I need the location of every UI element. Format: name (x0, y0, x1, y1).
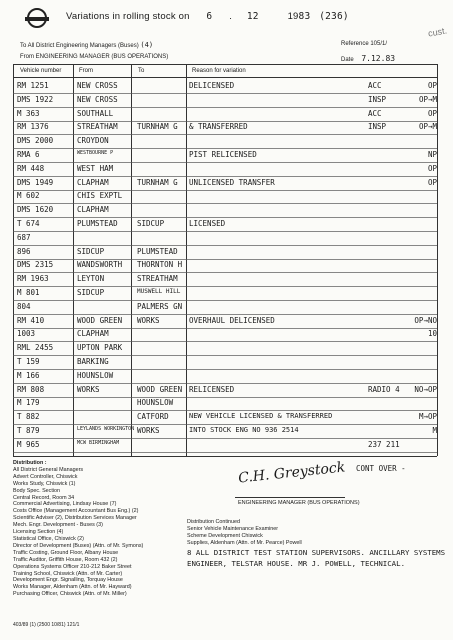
vehicle-number: RM 1251 (17, 81, 49, 90)
distribution-line: Central Record, Room 34 (13, 494, 75, 501)
distribution-list (13, 460, 183, 598)
form-title: Variations in rolling stock on 6 . 12 1983 (236) (66, 11, 349, 22)
from-garage: LEYLANDS WORKINGTON (77, 426, 135, 432)
row-rule (13, 452, 437, 453)
distribution-line: Costs Office (Management Accountant Bus Eng.) (2) (13, 508, 139, 515)
table-row (13, 232, 437, 246)
distribution-title: Distribution : (13, 460, 47, 466)
reason: LICENSED (189, 219, 226, 228)
table-row (13, 149, 437, 163)
vehicle-number: DMS 1949 (17, 177, 54, 187)
vehicle-number: DMS 1922 (17, 94, 54, 104)
table-row (13, 80, 437, 94)
table-row (13, 356, 437, 370)
vehicle-number: 896 (17, 246, 31, 256)
from-garage: MCW BIRMINGHAM (77, 439, 120, 446)
extra-note: INSP (368, 94, 387, 104)
reason: NEW VEHICLE LICENSED & TRANSFERRED (189, 412, 333, 421)
status-code: M (432, 426, 437, 435)
distribution-line: Licensing Section (4) (13, 529, 64, 536)
status-code: OP (427, 163, 437, 173)
vehicle-number: 687 (17, 232, 31, 242)
from-line: From ENGINEERING MANAGER (BUS OPERATIONS) (20, 54, 169, 60)
col-to: To (138, 68, 145, 74)
issue-date: 7.12.83 (361, 54, 396, 63)
vehicle-number: RMA 6 (17, 150, 40, 159)
from-garage: NEW CROSS (77, 94, 118, 104)
vehicle-number: T 879 (17, 426, 40, 435)
table-row (13, 163, 437, 177)
table-row (13, 259, 437, 273)
from-garage: SIDCUP (77, 246, 105, 256)
extra-note: RADIO 4 (368, 384, 400, 394)
serial-number: (236) (319, 11, 349, 22)
from-garage: WOOD GREEN (77, 315, 123, 325)
table-row (13, 384, 437, 398)
form-footer: 403/89 (1) (2500 10/81) 121/1 (13, 622, 80, 628)
vehicle-number: M 166 (17, 370, 40, 380)
col-from: From (79, 68, 93, 74)
distribution-continued-line: Senior Vehicle Maintenance Examiner (187, 525, 279, 532)
vehicle-number: M 965 (17, 439, 40, 449)
reference-label: Reference 105/1/ (341, 41, 388, 47)
reason: DELICENSED (189, 81, 235, 90)
vehicle-number: DMS 1620 (17, 205, 54, 215)
to-line: To All District Engineering Managers (Buses) (4) (20, 41, 154, 49)
table-row (13, 411, 437, 425)
reason: INTO STOCK ENG NO 936 2514 (189, 426, 299, 434)
table-row (13, 204, 437, 218)
distribution-line: Traffic Auditor, Griffith House, Room 432 (2) (13, 556, 118, 563)
to-garage: WOOD GREEN (137, 384, 183, 394)
from-garage: WESTBOURNE P (77, 150, 114, 156)
to-garage: STREATHAM (137, 274, 178, 284)
vehicle-number: RM 410 (17, 315, 45, 325)
distribution-line: Statistical Office, Chiswick (2) (13, 535, 84, 542)
vehicle-number: 804 (17, 301, 31, 311)
header-rule (13, 77, 437, 78)
from-garage: CLAPHAM (77, 205, 109, 215)
signature: C.H. Greystock (237, 459, 346, 487)
distribution-line: Works Study, Chiswick (1) (13, 480, 76, 487)
to-garage: MUSWELL HILL (137, 288, 181, 295)
status-code: OP→M (418, 122, 437, 132)
table-row (13, 287, 437, 301)
table-row (13, 397, 437, 411)
distribution-line: Director of Development (Buses) (Attn. of Mr. Symons) (13, 542, 144, 549)
date-year: 83 (298, 11, 311, 22)
from-garage: UPTON PARK (77, 343, 123, 353)
status-code: OP→NO (414, 315, 437, 325)
handwritten-note: 8 ALL DISTRICT TEST STATION SUPERVISORS. ANCILLARY SYSTEMS ENGINEER, TELSTAR HOUSE. MR J. POWELL, TECHNICAL. (187, 548, 446, 568)
distribution-line: Purchasing Officer, Chiswick (Attn. of Mr. Miller) (13, 591, 127, 598)
extra-note: ACC (368, 81, 382, 90)
from-garage: CLAPHAM (77, 329, 109, 339)
distribution-line: Works Manager, Aldenham (Attn. of Mr. Hayward) (13, 584, 132, 591)
roundel-logo-icon (27, 8, 47, 28)
vehicle-number: T 674 (17, 219, 40, 228)
table-row (13, 370, 437, 384)
table-row (13, 315, 437, 329)
vehicle-number: T 882 (17, 412, 40, 422)
date-month: 12 (246, 11, 259, 22)
distribution-line: Operations Systems Officer 210-212 Baker Street (13, 563, 132, 570)
distribution-line: Scientific Adviser (2), Distribution Services Manager (13, 515, 137, 522)
table-row (13, 342, 437, 356)
extra-note: ACC (368, 108, 382, 118)
to-garage: WORKS (137, 315, 160, 325)
vehicle-number: RM 448 (17, 163, 45, 173)
to-garage: WORKS (137, 426, 160, 435)
table-bottom-rule (13, 456, 437, 457)
right-border (437, 64, 438, 456)
distribution-line: Body Spec. Section (13, 487, 61, 494)
extra-note: 237 211 (368, 439, 400, 449)
from-garage: LEYTON (77, 274, 105, 284)
vehicle-number: M 602 (17, 191, 40, 201)
vehicle-number: RM 1963 (17, 274, 49, 284)
distribution-line: Development Engr. Signalling, Torquay House (13, 577, 123, 584)
distribution-continued-line: Supplies, Aldenham (Attn. of Mr. Pearce) Powell (187, 539, 302, 546)
table-row (13, 108, 437, 122)
top-right-note: cust. (427, 25, 448, 39)
distribution-line: All District General Managers (13, 466, 84, 473)
from-garage: CHIS EXPTL (77, 191, 123, 201)
distribution-continued: Distribution Continued Senior Vehicle Maintenance Examiner Scheme Development Chiswick Supplies, Aldenham (Attn. of Mr. Pearce) Powell (187, 519, 437, 547)
from-garage: HOUNSLOW (77, 370, 114, 380)
to-garage: TURNHAM G (137, 177, 178, 187)
vehicle-number: RM 808 (17, 384, 45, 394)
table-row (13, 273, 437, 287)
from-garage: STREATHAM (77, 122, 118, 132)
status-code: OP (427, 177, 437, 187)
from-garage: SIDCUP (77, 288, 105, 297)
table-row (13, 190, 437, 204)
vehicle-number: M 179 (17, 398, 40, 408)
col-vehicle: Vehicle number (20, 68, 62, 74)
col-reason: Reason for variation (192, 68, 246, 74)
cont-over: CONT OVER - (356, 464, 406, 473)
reason: OVERHAUL DELICENSED (189, 315, 275, 325)
table-row (13, 246, 437, 260)
from-garage: SOUTHALL (77, 108, 114, 118)
from-garage: CROYDON (77, 136, 109, 146)
vehicle-number: M 363 (17, 108, 40, 118)
vehicle-number: M 801 (17, 288, 40, 297)
to-garage: PLUMSTEAD (137, 246, 178, 256)
signature-rule (235, 497, 345, 498)
status-code: OP→M (418, 94, 437, 104)
table-row (13, 301, 437, 315)
from-garage: CLAPHAM (77, 177, 109, 187)
table-row (13, 177, 437, 191)
from-garage: BARKING (77, 357, 109, 366)
table-top-rule (13, 64, 437, 65)
distribution-line: Training School, Chiswick (Attn. of Mr. Carter) (13, 570, 123, 577)
vehicle-number: DMS 2000 (17, 136, 54, 146)
vehicle-number: T 159 (17, 357, 40, 366)
vehicle-number: RML 2455 (17, 343, 54, 353)
table-row (13, 439, 437, 453)
signature-caption: ENGINEERING MANAGER (BUS OPERATIONS) (238, 500, 360, 506)
to-garage: TURNHAM G (137, 122, 178, 132)
to-garage: PALMERS GN (137, 301, 183, 311)
table-row (13, 328, 437, 342)
from-garage: WEST HAM (77, 163, 114, 173)
distribution-continued-line: Scheme Development Chiswick (187, 532, 263, 539)
extra-note: INSP (368, 122, 387, 132)
date-day: 6 (206, 11, 213, 22)
reason: & TRANSFERRED (189, 122, 248, 132)
from-garage: WORKS (77, 384, 100, 394)
from-garage: NEW CROSS (77, 81, 118, 90)
vehicle-number: 1003 (17, 329, 36, 339)
reason: RELICENSED (189, 384, 235, 394)
vehicle-number: DMS 2315 (17, 260, 54, 270)
vehicle-number: RM 1376 (17, 122, 49, 132)
status-code: M→OP (418, 412, 437, 422)
reason: UNLICENSED TRANSFER (189, 177, 275, 187)
distribution-line: Commercial Advertising, Lindsay House (7) (13, 501, 117, 508)
to-garage: THORNTON H (137, 260, 183, 270)
distribution-line: Advert Controller, Chiswick (13, 473, 78, 480)
distribution-line: Mech. Engr. Development - Buses (3) (13, 522, 103, 529)
date-label: Date 7.12.83 (341, 54, 396, 63)
status-code: 10 (427, 329, 437, 339)
to-garage: CATFORD (137, 412, 169, 422)
table-row (13, 94, 437, 108)
from-garage: PLUMSTEAD (77, 219, 118, 228)
reason: PIST RELICENSED (189, 150, 257, 159)
to-garage: HOUNSLOW (137, 398, 174, 408)
to-garage: SIDCUP (137, 219, 165, 228)
status-code: OP (427, 108, 437, 118)
table-row (13, 218, 437, 232)
status-code: NO→OP (414, 384, 437, 394)
table-row (13, 135, 437, 149)
from-garage: WANDSWORTH (77, 260, 123, 270)
status-code: NP (427, 150, 437, 159)
distribution-line: Traffic Costing, Ground Floor, Albany House (13, 549, 119, 556)
status-code: OP (427, 81, 437, 90)
table-row (13, 425, 437, 439)
table-row (13, 121, 437, 135)
